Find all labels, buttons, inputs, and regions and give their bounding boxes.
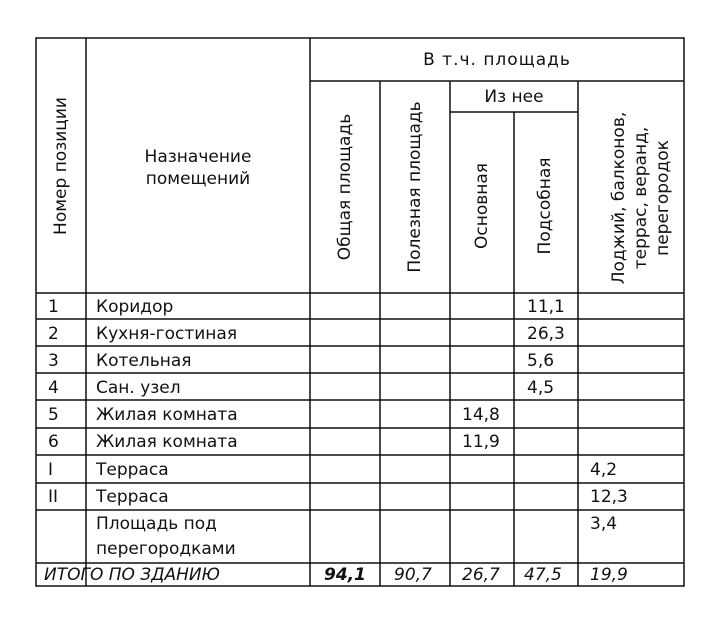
totals-total: 94,1 [324, 565, 366, 585]
row-main: 14,8 [462, 405, 500, 425]
header-total-area: Общая площадь [335, 113, 355, 261]
header-room-purpose-line2: помещений [145, 169, 251, 189]
header-room-purpose [86, 146, 310, 190]
row-aux: 5,6 [527, 351, 555, 371]
row-num: II [48, 487, 59, 507]
row-aux: 11,1 [527, 297, 565, 317]
row-name: Котельная [96, 351, 192, 371]
totals-label: ИТОГО ПО ЗДАНИЮ [44, 565, 220, 585]
row-num: 3 [48, 351, 59, 371]
row-name: Жилая комната [96, 432, 238, 452]
row-loggia: 12,3 [590, 487, 628, 507]
header-auxiliary: Подсобная [535, 157, 555, 255]
header-loggias-line1: Лоджий, балконов, [609, 111, 629, 285]
header-of-which: Из нее [484, 87, 544, 107]
row-name: Терраса [96, 487, 169, 507]
totals-main: 26,7 [462, 565, 500, 585]
header-loggias-line2: террас, веранд, [631, 126, 651, 270]
row-main: 11,9 [462, 432, 500, 452]
row-num: 5 [48, 405, 59, 425]
row-aux: 4,5 [527, 378, 555, 398]
row-num: 6 [48, 432, 59, 452]
totals-useful: 90,7 [394, 565, 432, 585]
row-num: 1 [48, 297, 59, 317]
header-position-number: Номер позиции [51, 97, 71, 235]
row-num: 2 [48, 324, 59, 344]
row-name: Коридор [96, 297, 174, 317]
row-num: 4 [48, 378, 59, 398]
row-name: Жилая комната [96, 405, 238, 425]
row-name: Кухня-гостиная [96, 324, 238, 344]
row-loggia: 4,2 [590, 460, 618, 480]
header-room-purpose-line1: Назначение [144, 147, 252, 167]
header-including-area: В т.ч. площадь [423, 50, 571, 70]
totals-loggia: 19,9 [590, 565, 628, 585]
header-loggias-line3: перегородок [653, 140, 673, 256]
row-name: Сан. узел [96, 378, 181, 398]
row-num: I [48, 460, 54, 480]
header-loggias [608, 108, 674, 288]
row-name: Терраса [96, 460, 169, 480]
header-main: Основная [472, 162, 492, 250]
totals-aux: 47,5 [524, 565, 562, 585]
partition-name-line1: Площадь под [96, 514, 217, 534]
header-useful-area: Полезная площадь [405, 101, 425, 273]
row-aux: 26,3 [527, 324, 565, 344]
partition-loggia: 3,4 [590, 514, 618, 534]
partition-name-line2: перегородками [96, 539, 236, 559]
